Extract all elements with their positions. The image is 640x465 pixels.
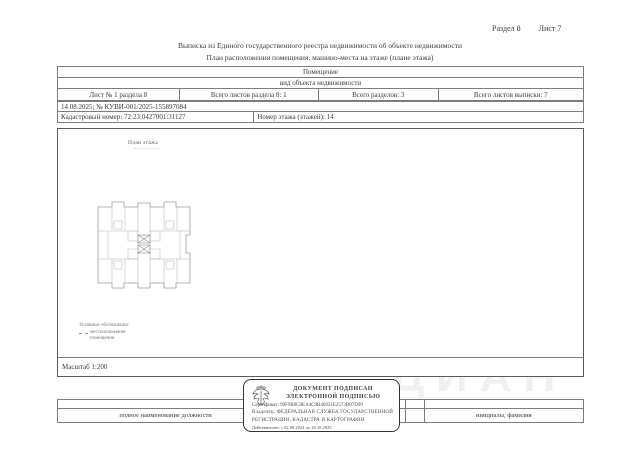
stamp-validity: Действителен: с 02.08.2024 по 26.10.2025 [252,424,332,430]
sections-total-cell: Всего разделов: 3 [318,89,438,100]
scale-row [58,357,583,376]
legend-title: Условные обозначения: [79,323,130,328]
floor-plan-drawing [94,195,194,295]
section-sheets-cell: Всего листов раздела 8: 1 [179,89,318,100]
signature-blank-cell [58,400,273,408]
extract-sheets-cell: Всего листов выписки: 7 [438,89,583,100]
floor-plan-frame [57,128,584,377]
signature-narrow-cell [405,409,424,422]
scale-label: Масштаб 1:200 [62,363,108,371]
object-kind-value: Помещение [302,68,339,76]
sheet-number-cell: Лист № 1 раздела 8 [89,91,148,99]
document-subtitle: План расположения помещения, машино-места на этаже (плане этажа) [206,53,434,62]
stamp-certificate: Сертификат: 99F9B0C0EA4C9B46931E2573B07D99 [252,403,363,408]
stamp-details [252,402,397,431]
sheet-number: Лист 7 [538,24,562,33]
stamp-owner-line1: Владелец: ФЕДЕРАЛЬНАЯ СЛУЖБА ГОСУДАРСТВЕННОЙ [252,410,394,416]
document-title: Выписка из Единого государственного реестра недвижимости об объекте недвижимости [177,41,463,50]
cadastral-row [58,111,583,122]
stamp-title-line2: ЭЛЕКТРОННОЙ ПОДПИСЬЮ [285,394,381,400]
info-table [57,66,584,123]
object-kind-caption: вид объекта недвижимости [58,77,583,88]
digital-signature-stamp [243,379,400,432]
legend-dashed-line-symbol [79,330,88,334]
signature-blank-cell [405,400,424,408]
plan-legend [79,323,141,342]
floor-plan-label: План этажа [128,140,158,146]
floor-number: Номер этажа (этажей): 14 [253,112,583,122]
legend-item-text: местоположение помещения [90,330,126,341]
legend-item [79,330,141,342]
section-number: Раздел 8 [492,24,521,33]
signature-blank-cell [424,400,583,408]
extract-date-number: 14.08.2025; № КУВИ-001/2025-155897084 [58,100,583,111]
sheets-summary-row [58,88,583,100]
stamp-owner-line2: РЕГИСТРАЦИИ, КАДАСТРА И КАРТОГРАФИИ [252,417,365,423]
stamp-title-line1: ДОКУМЕНТ ПОДПИСАН [293,386,373,392]
cadastral-number: Кадастровый номер: 72:23:0427001:31127 [61,113,186,121]
stamp-header [274,385,392,401]
name-caption: инициалы, фамилия [424,409,583,422]
position-caption: полное наименование должности [119,412,212,419]
floor-plan-label-underline [134,148,160,149]
page-corner [492,24,561,33]
